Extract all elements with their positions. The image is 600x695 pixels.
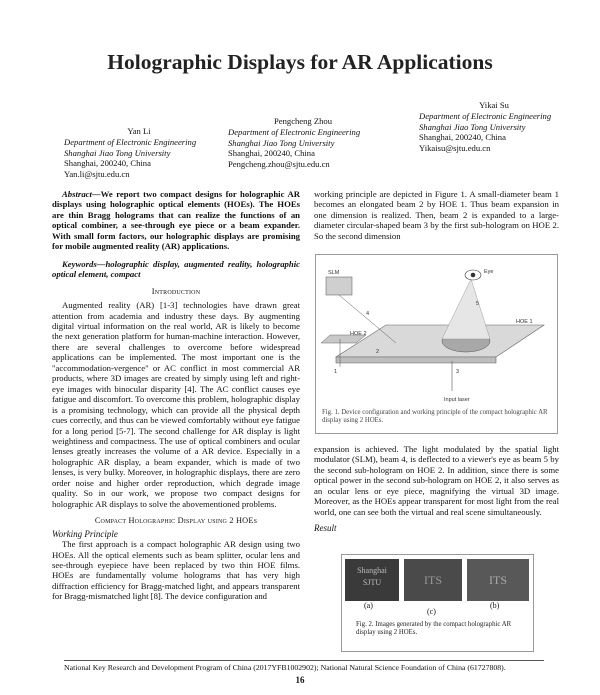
hoe2-plane bbox=[336, 325, 544, 357]
author-dept: Department of Electronic Engineering bbox=[64, 136, 197, 147]
figure-2b-text: ITS bbox=[489, 573, 507, 587]
figure-2 bbox=[341, 554, 534, 652]
figure-2b-label: (b) bbox=[490, 601, 500, 610]
author-name: Yikai Su bbox=[479, 100, 509, 110]
beam-5-cone bbox=[442, 279, 490, 339]
label-hoe2: HOE 2 bbox=[350, 331, 367, 337]
author-univ: Shanghai Jiao Tong University bbox=[419, 121, 526, 132]
author-block-2 bbox=[228, 116, 378, 170]
figure-2a-line-2: SJTU bbox=[362, 578, 382, 587]
figure-2a-label: (a) bbox=[364, 601, 373, 610]
right-column-top bbox=[314, 189, 559, 241]
author-city: Shanghai, 200240, China bbox=[419, 132, 506, 143]
keywords-text: holographic display, augmented reality, holographic optical element, compact bbox=[52, 258, 300, 280]
author-email: Yikaisu@sjtu.edu.cn bbox=[419, 143, 491, 154]
author-block-1 bbox=[64, 126, 214, 180]
figure-2c-image bbox=[404, 559, 462, 601]
slm-device bbox=[326, 277, 352, 295]
paper-title: Holographic Displays for AR Applications bbox=[107, 50, 493, 74]
figure-2c-text: ITS bbox=[424, 573, 442, 587]
intro-paragraph: Augmented reality (AR) [1-3] technologies have drawn great attention from academia and industry these days. By augmenting digital virtual information on the real world, AR is likely to become the next generation platform for human-machine interaction. However, there are several challenges to overcome before widespread applications can be implemented. The most important one is the "accommodation-vergence" or AC conflict in most commercial AR products, where 3D images are created by simply using left and right-eye images with binocular disparity [4]. The AC conflict causes eye fatigue and discomfort. To overcome this problem, holographic display is a promising technology, which can provide all the physical depth cues correctly, and thus can be viewed comfortably without eye fatigue for a long period [5-7]. The second challenge for AR display is light weightiness and compactness. The use of optical combiners and ocular lenses greatly increases the volume of a AR device. Especially in a holographic AR display, a beam expander, which is made of two lenses, is very bulky. Moreover, in holographic displays, there are zero order noise and higher order reproduction, which degrade image quality. So in our work, we propose two compact designs for holographic AR displays to solve the abovementioned problems. bbox=[52, 300, 300, 509]
label-input-laser: Input laser bbox=[444, 397, 470, 403]
label-beam-1: 1 bbox=[334, 369, 338, 375]
figure-1-caption: Fig. 1. Device configuration and working principle of the compact holographic AR display using 2 HOEs. bbox=[322, 409, 548, 425]
figure-2-caption: Fig. 2. Images generated by the compact holographic AR display using 2 HOEs. bbox=[356, 621, 512, 637]
author-univ: Shanghai Jiao Tong University bbox=[64, 147, 171, 158]
label-beam-3: 3 bbox=[456, 369, 460, 375]
author-dept: Department of Electronic Engineering bbox=[419, 110, 552, 121]
author-city: Shanghai, 200240, China bbox=[64, 158, 151, 169]
label-beam-5: 5 bbox=[476, 301, 480, 307]
label-hoe1: HOE 1 bbox=[516, 319, 533, 325]
author-city: Shanghai, 200240, China bbox=[228, 148, 315, 159]
author-univ: Shanghai Jiao Tong University bbox=[228, 137, 335, 148]
figure-2c-label: (c) bbox=[427, 607, 436, 616]
right-column-bottom bbox=[314, 444, 559, 534]
eye-pupil bbox=[471, 273, 476, 278]
section-heading-intro: Introduction bbox=[151, 286, 201, 296]
section-heading-2: Compact Holographic Display using 2 HOEs bbox=[94, 516, 258, 526]
working-principle-paragraph: working principle are depicted in Figure 1. A small-diameter beam 1 becomes an elongated beam 2 by HOE 1. Thus beam expansion in one dimension is realized. Then, beam 2 is expanded to a large-diameter circular-shaped beam 3 by the first sub-hologram on HOE 2. So the second dimension bbox=[314, 189, 559, 241]
author-name: Pengcheng Zhou bbox=[274, 116, 332, 126]
label-beam-4: 4 bbox=[366, 311, 370, 317]
abstract-label: Abstract— bbox=[62, 189, 101, 199]
abstract bbox=[52, 189, 300, 252]
author-block-3 bbox=[419, 100, 569, 154]
label-eye: Eye bbox=[484, 269, 494, 275]
subheading-result: Result bbox=[314, 523, 337, 534]
author-name: Yan Li bbox=[127, 126, 151, 136]
abstract-text: We report two compact designs for holographic AR displays using holographic optical elements (HOEs). The HOEs are thin Bragg holograms that can realize the functions of an optical combiner, a see-through eye piece or a beam expander. With small form factors, our holographic displays are promising for mobile augmented reality (AR) applications. bbox=[52, 189, 300, 252]
author-dept: Department of Electronic Engineering bbox=[228, 126, 361, 137]
author-email: Yan.li@sjtu.edu.cn bbox=[64, 169, 130, 180]
figure-1-diagram bbox=[316, 255, 557, 407]
hoe2-edge bbox=[336, 357, 496, 363]
left-column bbox=[52, 189, 300, 602]
expansion-paragraph: expansion is achieved. The light modulated by the spatial light modulator (SLM), beam 4, is deflected to a viewer's eye as beam 5 by the second sub-hologram on HOE 2. In addition, since there is some optical power in the second sub-hologram on HOE 2, it also serves as an ocular lens or eye piece, magnifying the virtual 3D image. Moreover, as the HOEs appear transparent for most light from the real world, one can see both the virtual and real scene simultaneously. bbox=[314, 444, 559, 517]
keywords-label: Keywords— bbox=[62, 258, 106, 269]
figure-2b-image bbox=[467, 559, 529, 601]
keywords bbox=[52, 259, 300, 280]
figure-2a-image bbox=[345, 559, 399, 601]
author-email: Pengcheng.zhou@sjtu.edu.cn bbox=[228, 159, 330, 170]
figure-2a-line-1: Shanghai bbox=[357, 566, 387, 575]
label-slm: SLM bbox=[328, 270, 340, 276]
page-number: 16 bbox=[295, 675, 305, 685]
figure-1 bbox=[315, 254, 558, 434]
section2-paragraph: The first approach is a compact holographic AR design using two HOEs. All the optical elements such as beam splitter, ocular lens and see-through eyepiece have been replaced by two thin HOE films. HOEs are fundamentally volume holograms that has very high diffraction efficiency for Bragg-matched light, and appears transparent for Bragg-mismatched light [8]. The device configuration and bbox=[52, 539, 300, 602]
label-beam-2: 2 bbox=[376, 349, 380, 355]
funding-footnote: National Key Research and Development Program of China (2017YFB1002902); National Natural Science Foundation of China (61727808). bbox=[64, 660, 544, 672]
subheading-working-principle: Working Principle bbox=[52, 528, 118, 539]
